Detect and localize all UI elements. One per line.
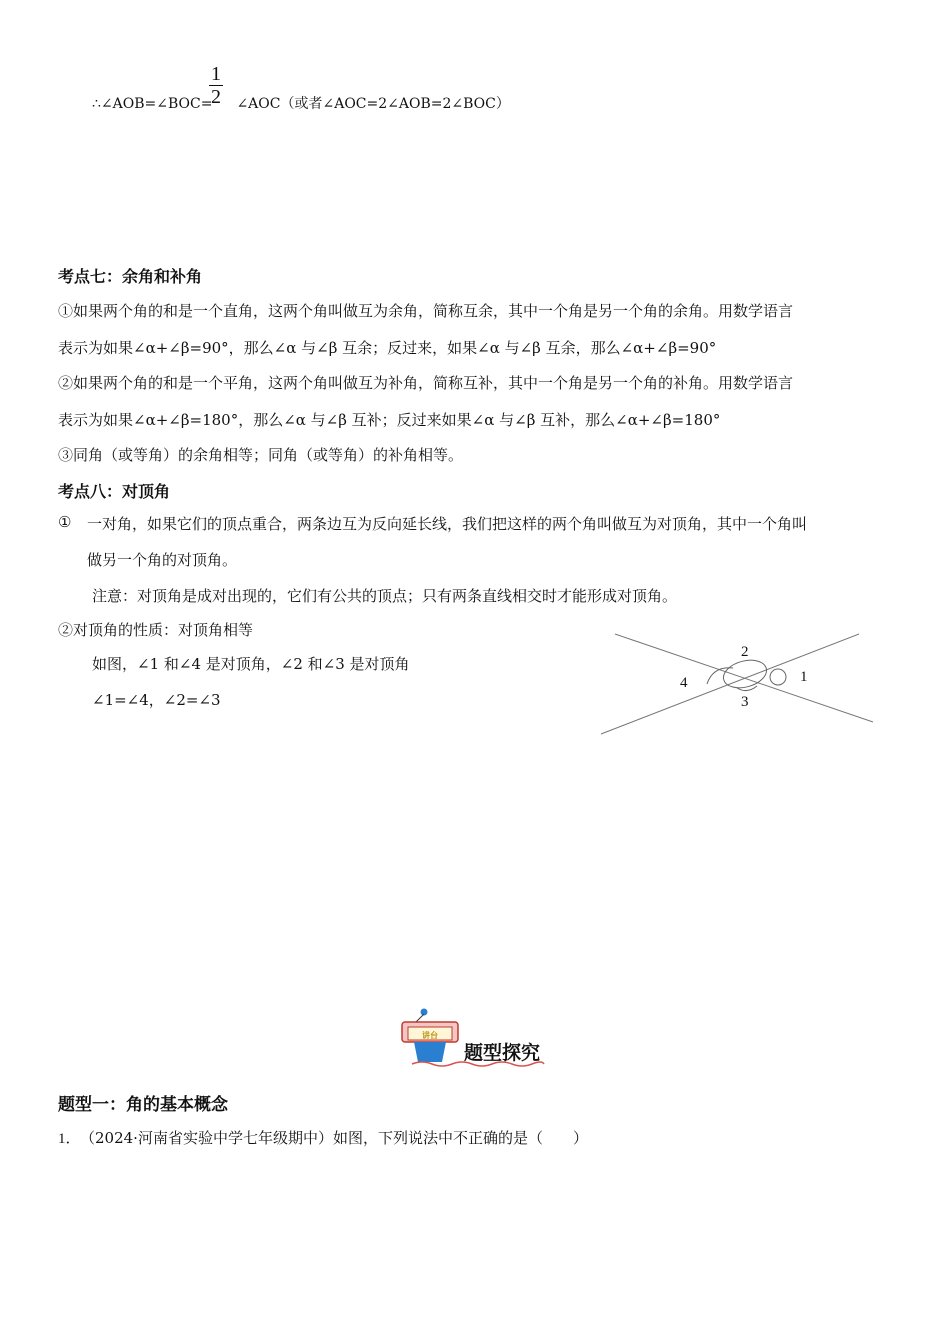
section8-item1-num: ① [58, 513, 72, 531]
fraction-denominator: 2 [211, 86, 221, 108]
angle-arc-1 [770, 669, 786, 685]
formula-prefix: ∴∠AOB=∠BOC= [92, 96, 213, 112]
section8-item1-line2: 做另一个角的对顶角。 [87, 551, 238, 569]
figure-label-4: 4 [680, 675, 688, 691]
line-two [601, 634, 859, 734]
section8-item1-line1: 一对角，如果它们的顶点重合，两条边互为反向延长线，我们把这样的两个角叫做互为对顶角，其中一个角叫 [87, 515, 808, 533]
formula-line [92, 93, 510, 113]
section7-item3: ③同角（或等角）的余角相等；同角（或等角）的补角相等。 [58, 446, 464, 464]
vertical-angles-figure [595, 628, 885, 740]
fraction-numerator: 1 [211, 63, 221, 85]
section7-item2-line2: 表示为如果∠α+∠β=180°，那么∠α 与∠β 互补；反过来如果∠α 与∠β 互补，那么∠α+∠β=180° [58, 411, 721, 429]
section-badge [398, 1008, 548, 1068]
section7-item1-line2: 表示为如果∠α+∠β=90°，那么∠α 与∠β 互余；反过来，如果∠α 与∠β 互余，那么∠α+∠β=90° [58, 339, 717, 357]
podium-icon [398, 1008, 548, 1068]
section8-example: 如图，∠1 和∠4 是对顶角，∠2 和∠3 是对顶角 [92, 655, 410, 673]
type1-title: 题型一：角的基本概念 [58, 1095, 228, 1115]
section8-note: 注意：对顶角是成对出现的，它们有公共的顶点；只有两条直线相交时才能形成对顶角。 [92, 587, 678, 605]
section8-item2: ②对顶角的性质：对顶角相等 [58, 621, 254, 639]
angle-arc-2 [720, 656, 769, 693]
formula-suffix: ∠AOC（或者∠AOC=2∠AOB=2∠BOC） [236, 96, 510, 112]
section7-item1-line1: ①如果两个角的和是一个直角，这两个角叫做互为余角，简称互余，其中一个角是另一个角的余角。用数学语言 [58, 302, 794, 320]
figure-label-3: 3 [741, 694, 749, 710]
question1-number: 1． [58, 1131, 81, 1147]
figure-label-1: 1 [800, 669, 808, 685]
figure-label-2: 2 [741, 644, 749, 660]
fraction-one-half [209, 64, 223, 107]
section7-item2-line1: ②如果两个角的和是一个平角，这两个角叫做互为补角，简称互补，其中一个角是另一个角的补角。用数学语言 [58, 374, 794, 392]
podium-label: 讲台 [422, 1031, 438, 1040]
section8-title: 考点八：对顶角 [58, 482, 171, 501]
question1-text: （2024·河南省实验中学七年级期中）如图，下列说法中不正确的是（ ） [80, 1129, 588, 1147]
section8-equalities: ∠1=∠4，∠2=∠3 [92, 691, 221, 709]
badge-title: 题型探究 [463, 1042, 541, 1064]
section7-title: 考点七：余角和补角 [58, 267, 203, 286]
